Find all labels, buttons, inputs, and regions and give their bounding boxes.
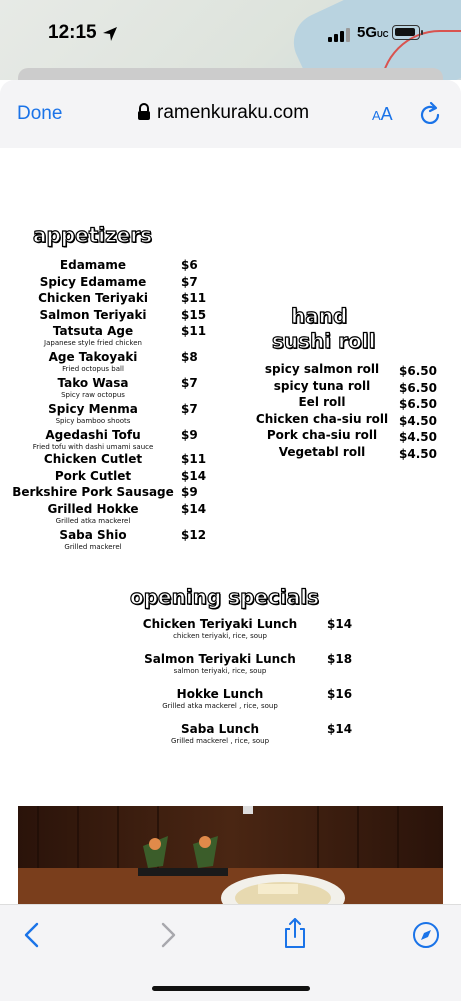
hand-roll-heading-line1: hand [291,304,348,328]
hand-roll-price: $4.50 [399,446,437,461]
hand-roll-name: spicy salmon roll [264,362,380,376]
special-name: Saba Lunch [181,722,259,736]
special-description: chicken teriyaki, rice, soup [173,632,267,640]
reload-icon[interactable] [418,101,442,127]
back-icon[interactable] [22,922,42,948]
appetizer-name: Spicy Edamame [39,275,147,289]
special-name: Hokke Lunch [176,687,264,701]
special-description: Grilled mackerel , rice, soup [170,737,270,745]
appetizer-description: Fried octopus ball [62,365,124,373]
special-description: salmon teriyaki, rice, soup [173,667,267,675]
hand-roll-heading-line2: sushi roll [272,329,376,353]
url-field[interactable]: ramenkuraku.com [157,102,310,123]
special-price: $14 [327,617,353,631]
battery-cap [421,30,423,35]
appetizer-price: $9 [181,428,198,442]
special-price: $16 [327,687,353,701]
appetizer-name: Tako Wasa [57,376,129,390]
hand-roll-price: $6.50 [399,397,437,411]
special-description: Grilled atka mackerel , rice, soup [162,702,278,710]
appetizer-price: $15 [181,308,207,322]
cellular-signal-icon [328,28,350,42]
text-size-small-a: A [372,108,381,123]
home-indicator [152,986,310,991]
appetizer-description: Japanese style fried chicken [44,339,142,347]
compass-icon[interactable] [412,921,440,949]
appetizer-name: Chicken Teriyaki [38,291,148,305]
hand-roll-name: Chicken cha-siu roll [255,411,389,426]
location-arrow-icon [102,26,118,42]
appetizer-price: $14 [181,469,207,483]
appetizer-name: Age Takoyaki [48,350,138,364]
appetizer-price: $11 [181,291,207,305]
appetizer-price: $14 [181,502,207,516]
appetizer-price: $12 [181,528,207,542]
hand-roll-name: Pork cha-siu roll [266,428,378,442]
status-bar [0,0,461,68]
web-content [0,148,461,906]
battery-icon [392,25,420,40]
appetizer-price: $9 [181,485,198,499]
appetizer-description: Fried tofu with dashi umami sauce [32,443,154,451]
appetizer-price: $6 [181,258,198,272]
special-name: Chicken Teriyaki Lunch [142,617,298,631]
appetizer-name: Saba Shio [59,528,127,542]
appetizer-description: Spicy bamboo shoots [55,417,131,425]
hand-roll-price: $6.50 [399,380,437,395]
appetizer-description: Grilled mackerel [64,543,122,551]
appetizer-description: Spicy raw octopus [61,391,125,399]
hand-roll-name: spicy tuna roll [273,378,371,393]
hand-roll-price: $4.50 [399,430,437,444]
special-price: $14 [327,722,353,736]
restaurant-photo [18,806,443,906]
lock-icon [137,103,151,121]
specials-heading: opening specials [130,585,319,609]
appetizer-description: Grilled atka mackerel [55,517,131,525]
share-icon[interactable] [282,917,308,949]
text-size-button[interactable]: AA [372,104,393,124]
appetizer-price: $8 [181,350,198,364]
appetizer-price: $11 [181,452,207,466]
appetizer-price: $11 [181,324,207,338]
appetizer-name: Salmon Teriyaki [39,308,147,322]
status-time: 12:15 [48,22,97,43]
appetizer-name: Edamame [59,258,127,272]
photo-illustration [18,806,443,906]
appetizer-name: Grilled Hokke [47,502,139,516]
appetizer-name: Berkshire Pork Sausage [12,485,174,499]
hand-roll-name: Eel roll [298,395,346,409]
appetizer-price: $7 [181,376,198,390]
hand-roll-price: $4.50 [399,413,437,428]
appetizer-name: Spicy Menma [48,402,138,416]
appetizers-heading: appetizers [33,223,153,247]
appetizer-name: Agedashi Tofu [45,428,141,442]
appetizer-price: $7 [181,275,198,289]
battery-level [395,28,415,36]
done-button[interactable]: Done [17,103,63,124]
special-price: $18 [327,652,353,666]
hand-roll-name: Vegetabl roll [278,444,366,459]
hand-roll-price: $6.50 [399,364,437,378]
appetizer-name: Pork Cutlet [54,469,132,483]
appetizer-price: $7 [181,402,198,416]
network-type: 5GUC [357,24,389,41]
appetizer-name: Tatsuta Age [52,324,134,338]
forward-icon[interactable] [158,922,178,948]
appetizer-name: Chicken Cutlet [43,452,143,466]
special-name: Salmon Teriyaki Lunch [144,652,296,666]
